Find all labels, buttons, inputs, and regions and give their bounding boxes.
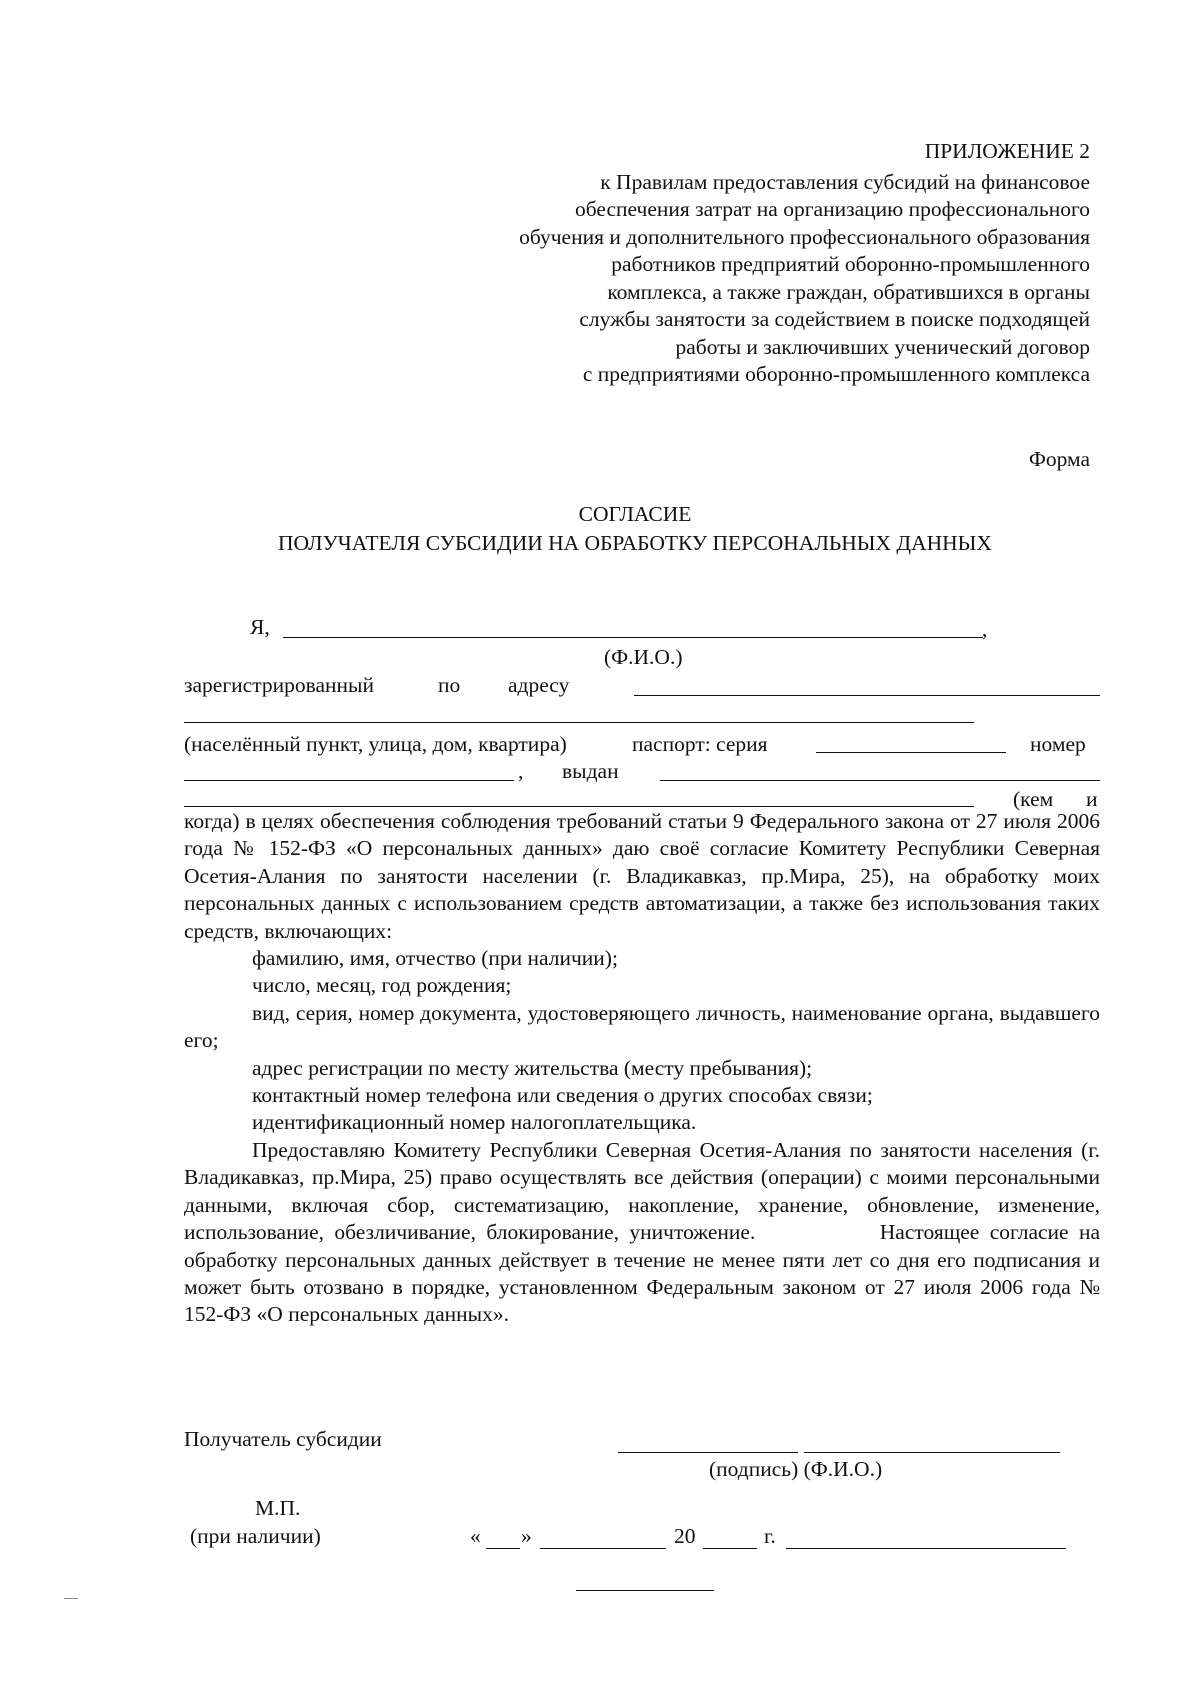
i-label: и	[1086, 787, 1098, 811]
data-item: вид, серия, номер документа, удостоверяющего личность, наименование органа, выдавшего его;	[184, 1000, 1100, 1053]
rights-paragraph	[184, 1137, 1100, 1329]
date-quote-close: »	[521, 1524, 532, 1548]
data-item: фамилию, имя, отчество (при наличии);	[252, 946, 618, 971]
annex-number: ПРИЛОЖЕНИЕ 2	[924, 139, 1090, 163]
annex-line: к Правилам предоставления субсидий на финансовое	[600, 169, 1090, 194]
signature-caption: (подпись) (Ф.И.О.)	[709, 1457, 883, 1481]
consent-body	[184, 808, 1100, 1329]
address-input-line-2[interactable]	[184, 722, 974, 723]
signature-line[interactable]	[618, 1452, 798, 1453]
data-item: идентификационный номер налогоплательщика.	[252, 1110, 697, 1135]
number-label: номер	[1030, 732, 1086, 756]
annex-line: службы занятости за содействием в поиске подходящей	[579, 307, 1090, 331]
annex-header	[390, 138, 1090, 389]
form-label: Форма	[1028, 447, 1090, 471]
comma2: ,	[518, 759, 524, 783]
po-label: по	[438, 673, 461, 697]
date-day-line[interactable]	[486, 1548, 520, 1549]
end-rule	[576, 1590, 714, 1591]
fio-caption: (Ф.И.О.)	[604, 645, 683, 669]
annex-line: с предприятиями оборонно-промышленного комплекса	[582, 362, 1090, 386]
date-year-line[interactable]	[703, 1548, 757, 1549]
ya-label: Я,	[250, 615, 270, 639]
margin-mark	[64, 1598, 78, 1599]
kem-label: (кем	[1013, 787, 1054, 811]
validity-text: Настоящее согласие на обработку персональных данных действует в течение не менее пяти лет со дня его подписания и может быть отозвано в порядке, установленном Федеральным законом от 27 июля 2006 года № 152-ФЗ «О персональных данных».	[184, 1220, 1101, 1327]
rights-text: Предоставляю Комитету Республики Северная Осетия-Алания по занятости населения (г. Владикавказ, пр.Мира, 25) право осуществлять все действия (операции) с моими персональными данными, включая сбор, систематизацию, накопление, хранение, обновление, изменение, использование, обезличивание, блокирование, уничтожение.	[184, 1137, 1100, 1245]
data-item: адрес регистрации по месту жительства (месту пребывания);	[252, 1055, 813, 1080]
registered-label: зарегистрированный	[184, 673, 374, 697]
annex-line: комплекса, а также граждан, обратившихся в органы	[607, 279, 1090, 304]
issued-by-line-2[interactable]	[184, 806, 974, 807]
title-line: СОГЛАСИЕ	[578, 502, 692, 526]
passport-series-line[interactable]	[816, 752, 1006, 753]
address-caption: (населённый пункт, улица, дом, квартира)	[184, 732, 567, 756]
issued-by-line[interactable]	[660, 780, 1100, 781]
stamp-label: М.П.	[255, 1496, 301, 1520]
recipient-label: Получатель субсидии	[184, 1427, 382, 1451]
stamp-note: (при наличии)	[190, 1524, 321, 1548]
data-item: контактный номер телефона или сведения о других способах связи;	[252, 1083, 873, 1108]
comma: ,	[982, 617, 988, 641]
extra-line[interactable]	[786, 1548, 1066, 1549]
document-title	[170, 500, 1100, 558]
issued-label: выдан	[562, 759, 619, 783]
passport-label: паспорт: серия	[632, 732, 768, 756]
annex-line: работников предприятий оборонно-промышленного	[611, 252, 1090, 276]
address-label: адресу	[508, 673, 570, 697]
fio-input-line[interactable]	[283, 637, 983, 638]
data-item: число, месяц, год рождения;	[252, 973, 512, 998]
date-month-line[interactable]	[540, 1548, 666, 1549]
date-year-suffix: г.	[764, 1524, 776, 1548]
signature-fio-line[interactable]	[804, 1452, 1060, 1453]
consent-paragraph: когда) в целях обеспечения соблюдения требований статьи 9 Федерального закона от 27 июля 2006 года № 152-ФЗ «О персональных данных» даю своё согласие Комитету Республики Северная Осетия-Алания по занятости населении (г. Владикавказ, пр.Мира, 25), на обработку моих персональных данных с использованием средств автоматизации, а также без использования таких средств, включающих:	[184, 809, 1100, 943]
annex-line: обучения и дополнительного профессионального образования	[519, 224, 1090, 249]
title-line: ПОЛУЧАТЕЛЯ СУБСИДИИ НА ОБРАБОТКУ ПЕРСОНАЛЬНЫХ ДАННЫХ	[278, 531, 992, 555]
date-quote-open: «	[470, 1524, 481, 1548]
annex-line: обеспечения затрат на организацию профессионального	[574, 197, 1090, 221]
passport-number-line[interactable]	[184, 780, 514, 781]
annex-line: работы и заключивших ученический договор	[675, 334, 1090, 359]
date-year-prefix: 20	[674, 1524, 696, 1548]
address-input-line[interactable]	[634, 695, 1100, 696]
